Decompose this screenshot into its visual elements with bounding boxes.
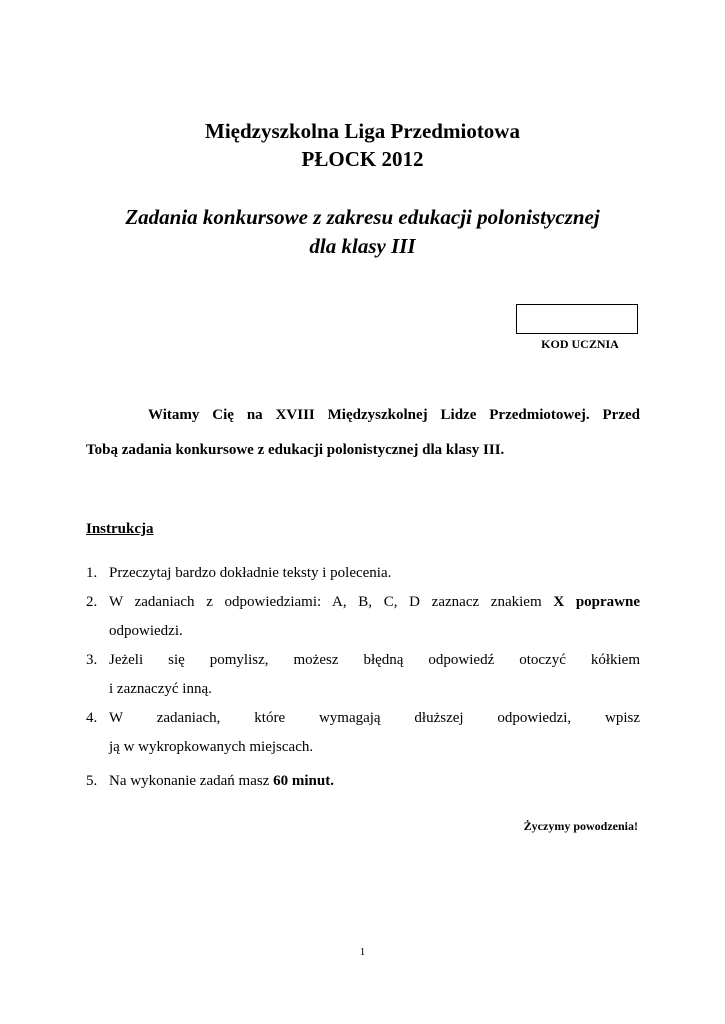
list-item-text-part: W zadaniach z odpowiedziami: A, B, C, D zaznacz znakiem <box>109 594 542 610</box>
list-item-text: W zadaniach, które wymagają dłuższej odpowiedzi, wpisz <box>109 710 640 726</box>
title-text-2: PŁOCK 2012 <box>301 147 424 171</box>
list-item-number: 3. <box>86 652 98 668</box>
list-item-text: odpowiedzi. <box>109 623 183 639</box>
student-code-label: KOD UCZNIA <box>541 337 619 351</box>
list-item-number: 5. <box>86 773 98 789</box>
subtitle-text-2: dla klasy III <box>309 234 416 258</box>
subtitle-line-1 <box>0 203 725 231</box>
subtitle-text-1: Zadania konkursowe z zakresu edukacji polonistycznej <box>125 205 600 229</box>
list-item-text-part: Na wykonanie zadań masz <box>109 773 270 789</box>
list-item-text <box>109 771 640 791</box>
page-number: 1 <box>359 946 366 958</box>
list-item-text-bold: X poprawne <box>553 594 641 610</box>
title-text-1: Międzyszkolna Liga Przedmiotowa <box>205 119 520 143</box>
instructions-heading: Instrukcja <box>86 521 154 537</box>
list-item-text-bold: 60 minut. <box>273 773 334 789</box>
closing-wishes: Życzymy powodzenia! <box>523 819 638 833</box>
list-item-number: 1. <box>86 565 98 581</box>
list-item-text: i zaznaczyć inną. <box>109 681 212 697</box>
list-item-number: 2. <box>86 594 98 610</box>
welcome-line-1: Witamy Cię na XVIII Międzyszkolnej Lidze Przedmiotowej. Przed <box>148 407 640 423</box>
welcome-line-2: Tobą zadania konkursowe z edukacji polonistycznej dla klasy III. <box>86 442 505 458</box>
list-item-text: Przeczytaj bardzo dokładnie teksty i polecenia. <box>109 565 392 581</box>
list-item-text <box>109 592 640 612</box>
list-item-number: 4. <box>86 710 98 726</box>
title-line-2 <box>0 145 725 173</box>
student-code-box[interactable] <box>516 304 638 334</box>
title-line-1 <box>0 117 725 145</box>
subtitle-line-2 <box>0 232 725 260</box>
list-item-text: Jeżeli się pomylisz, możesz błędną odpowiedź otoczyć kółkiem <box>109 652 640 668</box>
list-item-text: ją w wykropkowanych miejscach. <box>109 739 314 755</box>
